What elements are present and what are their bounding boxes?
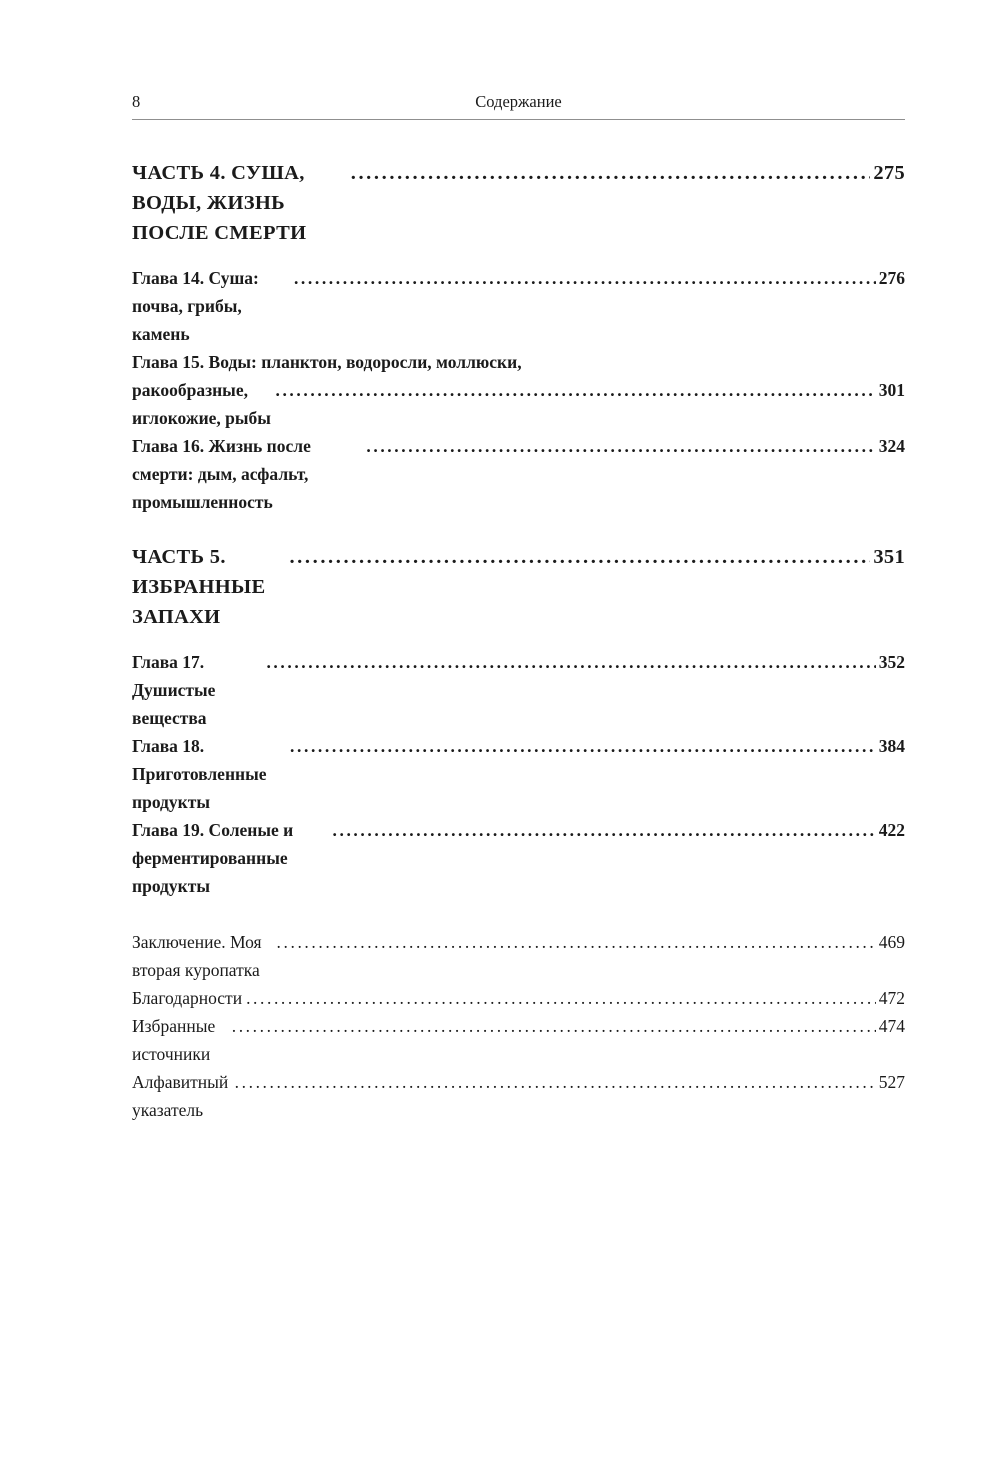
dot-leader (235, 1068, 876, 1096)
toc-entry-title: Глава 17. Душистые вещества (132, 652, 220, 728)
toc-entry-part-5 (132, 542, 905, 632)
toc-back-matter (132, 928, 905, 1124)
toc-entry-chapter-16 (132, 432, 905, 516)
toc-entry-page: 324 (878, 436, 905, 456)
toc-entry-sources (132, 1012, 905, 1068)
dot-leader (246, 984, 876, 1012)
toc-entry-title: ЧАСТЬ 4. СУША, ВОДЫ, ЖИЗНЬ ПОСЛЕ СМЕРТИ (132, 162, 311, 244)
dot-leader (294, 264, 876, 292)
dot-leader (333, 816, 876, 844)
toc-entry-title: Глава 16. Жизнь после смерти: дым, асфальт, промышленность (132, 436, 316, 512)
toc-entry-part-4 (132, 158, 905, 248)
toc-entry-title: Благодарности (132, 988, 243, 1008)
page-header (132, 92, 905, 120)
page-number: 8 (132, 92, 141, 111)
toc-entry-page: 276 (878, 268, 905, 288)
toc-entry-page: 469 (878, 932, 905, 952)
dot-leader (275, 376, 875, 404)
toc-entry-title: Глава 15. Воды: планктон, водоросли, моллюски, (132, 352, 522, 372)
toc-entry-page: 472 (878, 988, 905, 1008)
toc-entry-title: ракообразные, иглокожие, рыбы (132, 380, 271, 428)
dot-leader (290, 732, 876, 760)
toc-entry-chapter-17 (132, 648, 905, 732)
toc-entry-chapter-15-line1 (132, 348, 905, 376)
toc-entry-chapter-18 (132, 732, 905, 816)
toc-entry-page: 527 (878, 1072, 905, 1092)
dot-leader (366, 432, 875, 460)
toc-entry-title: Глава 19. Соленые и ферментированные продукты (132, 820, 298, 896)
toc-entry-page: 474 (878, 1016, 905, 1036)
dot-leader (351, 158, 871, 188)
running-head-title: Содержание (475, 92, 562, 111)
toc-entry-page: 384 (878, 736, 905, 756)
toc-entry-chapter-15-line2 (132, 376, 905, 432)
toc-entry-title: ЧАСТЬ 5. ИЗБРАННЫЕ ЗАПАХИ (132, 546, 271, 628)
toc-entry-title: Глава 18. Приготовленные продукты (132, 736, 271, 812)
dot-leader (232, 1012, 876, 1040)
toc-entry-acknowledgements (132, 984, 905, 1012)
toc-entry-title: Заключение. Моя вторая куропатка (132, 932, 266, 980)
dot-leader (289, 542, 870, 572)
dot-leader (266, 648, 875, 676)
toc-entry-chapter-14 (132, 264, 905, 348)
toc-entry-page: 301 (878, 380, 905, 400)
toc-entry-page: 422 (878, 820, 905, 840)
toc-entry-conclusion (132, 928, 905, 984)
toc-entry-page: 275 (873, 162, 905, 184)
toc-entry-page: 352 (878, 652, 905, 672)
dot-leader (277, 928, 876, 956)
table-of-contents (132, 158, 905, 1124)
toc-entry-chapter-19 (132, 816, 905, 900)
toc-entry-title: Алфавитный указатель (132, 1072, 233, 1120)
toc-entry-index (132, 1068, 905, 1124)
toc-entry-page: 351 (873, 546, 905, 568)
toc-entry-title: Глава 14. Суша: почва, грибы, камень (132, 268, 264, 344)
toc-entry-title: Избранные источники (132, 1016, 220, 1064)
